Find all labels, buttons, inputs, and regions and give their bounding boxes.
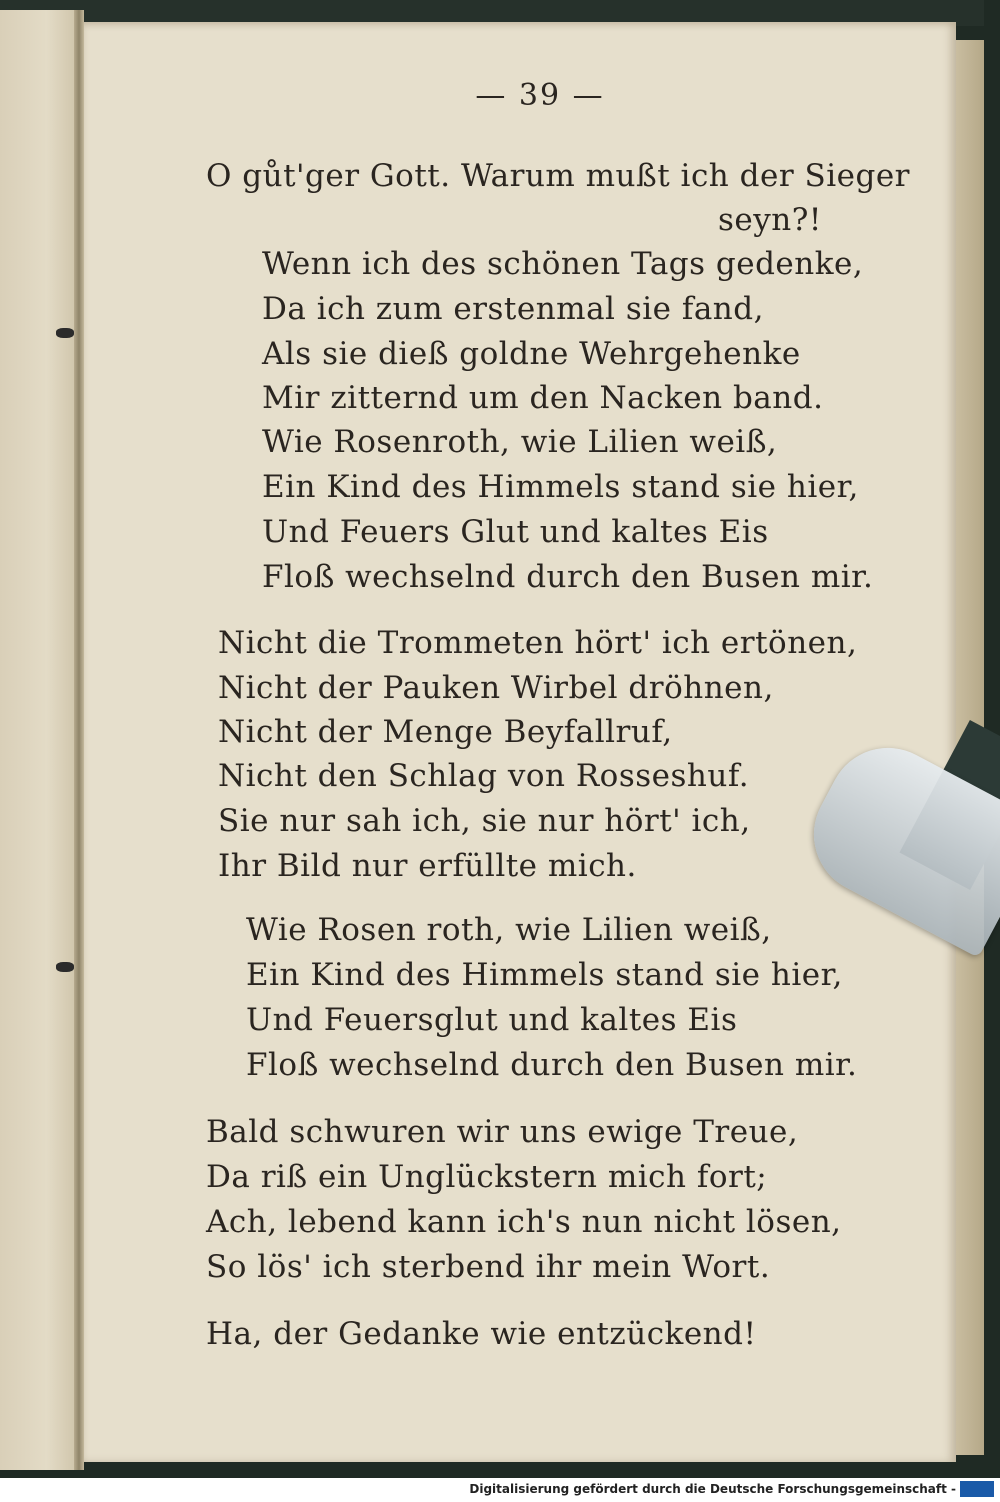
dfg-logo	[960, 1481, 994, 1497]
page-number: — 39 —	[475, 78, 605, 113]
text-line: Ach, lebend kann ich's nun nicht lösen,	[206, 1204, 842, 1240]
text-line: seyn?!	[718, 202, 822, 238]
text-line: Mir zitternd um den Nacken band.	[262, 380, 824, 416]
text-line: Floß wechselnd durch den Busen mir.	[262, 559, 874, 595]
text-line: Wie Rosenroth, wie Lilien weiß,	[262, 424, 778, 460]
text-line: Da ich zum erstenmal sie fand,	[262, 291, 764, 327]
text-line: Da riß ein Unglückstern mich fort;	[206, 1159, 768, 1195]
text-line: Wenn ich des schönen Tags gedenke,	[262, 246, 864, 282]
facing-page-edge	[0, 0, 78, 1470]
text-line: So lös' ich sterbend ihr mein Wort.	[206, 1249, 771, 1285]
binding-stitch	[56, 962, 74, 972]
text-line: Floß wechselnd durch den Busen mir.	[246, 1047, 858, 1083]
binding-stitch	[56, 328, 74, 338]
text-line: Nicht der Menge Beyfallruf,	[218, 714, 673, 750]
text-line: Ihr Bild nur erfüllte mich.	[218, 848, 637, 884]
funding-notice: Digitalisierung gefördert durch die Deutsche Forschungsgemeinschaft -	[469, 1482, 956, 1496]
text-line: Ha, der Gedanke wie entzückend!	[206, 1316, 757, 1352]
book-gutter	[74, 0, 84, 1470]
text-line: Nicht die Trommeten hört' ich ertönen,	[218, 625, 858, 661]
text-line: Ein Kind des Himmels stand sie hier,	[246, 957, 843, 993]
text-line: Als sie dieß goldne Wehrgehenke	[262, 336, 801, 372]
text-line: Nicht den Schlag von Rosseshuf.	[218, 758, 750, 794]
scan-background	[0, 0, 84, 10]
text-line: Bald schwuren wir uns ewige Treue,	[206, 1114, 799, 1150]
text-line: Ein Kind des Himmels stand sie hier,	[262, 469, 859, 505]
text-line: O gůt'ger Gott. Warum mußt ich der Sieger	[206, 158, 910, 194]
text-line: Wie Rosen roth, wie Lilien weiß,	[246, 912, 772, 948]
text-line: Sie nur sah ich, sie nur hört' ich,	[218, 803, 751, 839]
text-line: Und Feuersglut und kaltes Eis	[246, 1002, 738, 1038]
text-line: Und Feuers Glut und kaltes Eis	[262, 514, 769, 550]
text-line: Nicht der Pauken Wirbel dröhnen,	[218, 670, 774, 706]
